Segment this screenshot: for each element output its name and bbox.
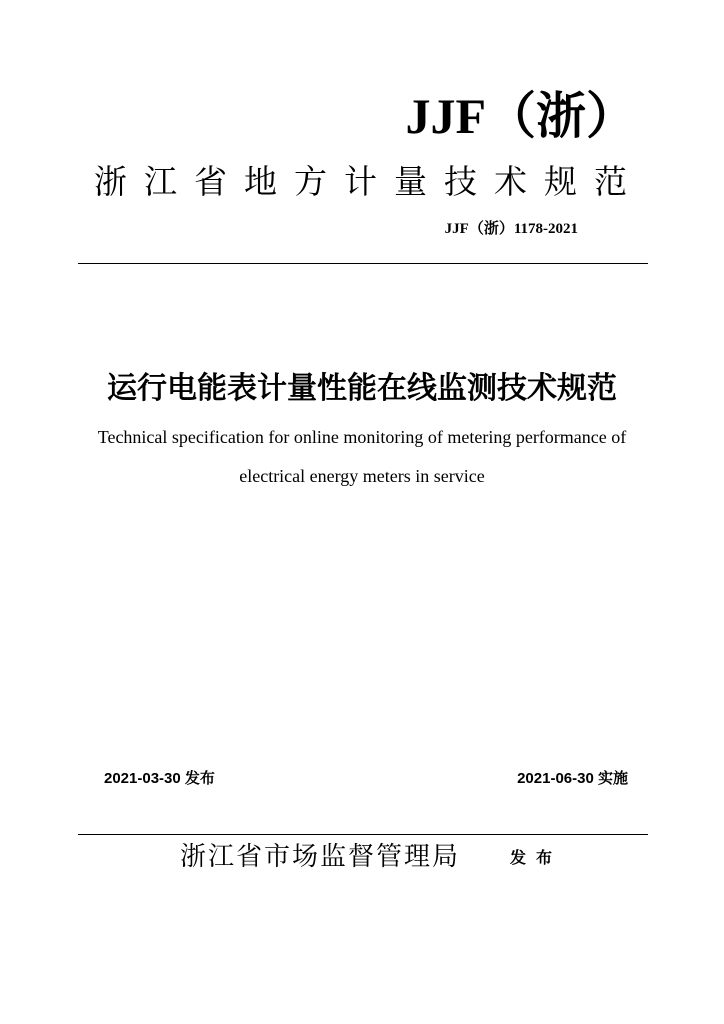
- top-divider: [78, 263, 648, 264]
- document-title-english-line-1: Technical specification for online monitoring of metering performance of: [97, 427, 627, 447]
- bottom-divider: [78, 834, 648, 835]
- issue-date: 2021-03-30 发布: [104, 770, 215, 787]
- standard-type-text: 浙江省地方计量技术规范: [94, 162, 644, 201]
- document-title-chinese: 运行电能表计量性能在线监测技术规范: [107, 371, 617, 406]
- issuing-authority: 浙江省市场监督管理局: [180, 842, 461, 872]
- effective-date: 2021-06-30 实施: [517, 770, 628, 787]
- standard-number: JJF（浙）1178-2021: [444, 221, 578, 237]
- document-title-english-line-2: electrical energy meters in service: [239, 466, 485, 486]
- standard-code-heading: JJF（浙）: [405, 88, 636, 144]
- issued-label: 发布: [510, 848, 563, 867]
- standard-type-heading: [0, 160, 724, 204]
